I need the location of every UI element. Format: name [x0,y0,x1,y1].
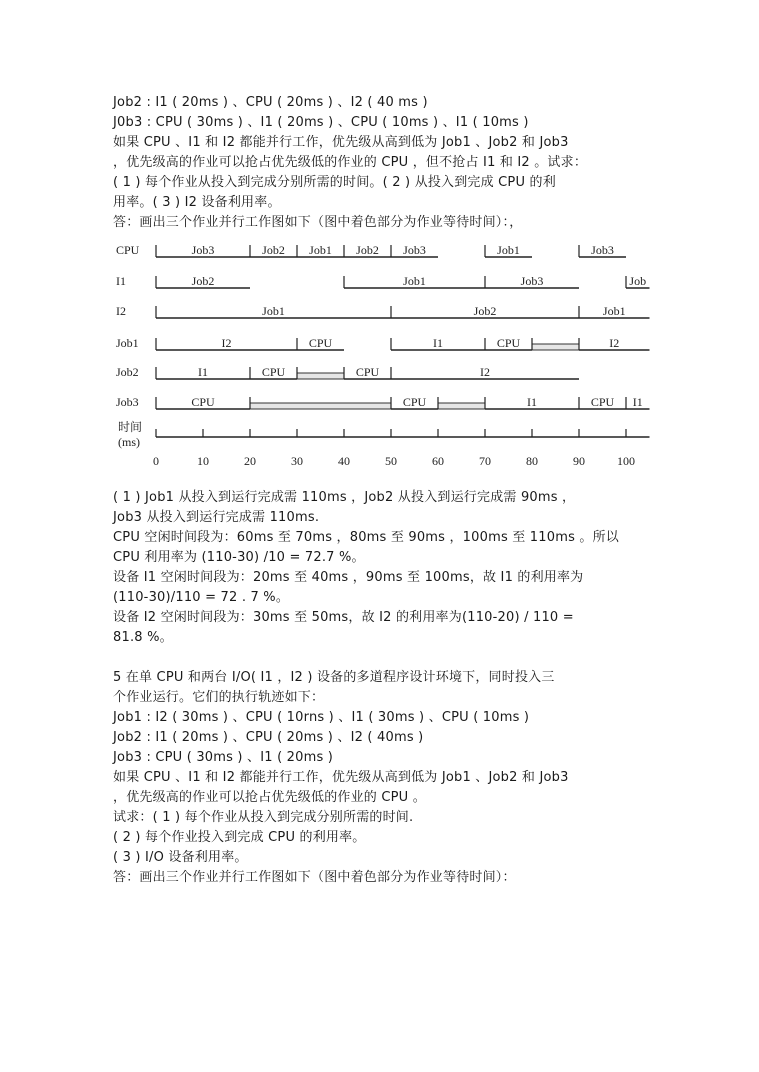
tick-label: 20 [244,454,256,468]
segment-label: I1 [632,395,643,409]
tick-label: 50 [385,454,397,468]
segment-label: I1 [527,395,537,409]
segment-label: CPU [402,395,427,409]
tick-label: 30 [291,454,303,468]
segment-label: Job1 [309,243,332,257]
segment-label: Job3 [520,274,544,288]
tick-label: 0 [153,454,159,468]
text-line: 个作业运行。它们的执行轨迹如下： [113,690,325,705]
text-line: 81.8 %。 [113,630,173,645]
text-line: Job3 : CPU ( 30ms ) 、I1 ( 20ms ) [113,750,334,765]
text-line: 设备 I1 空闲时间段为：20ms 至 40ms ，90ms 至 100ms，故 I1 的利用率为 [113,570,584,585]
text-line: CPU 空闲时间段为：60ms 至 70ms ，80ms 至 90ms ，100ms 至 110ms 。所以 [113,530,619,545]
text-line: 用率。( 3 ) I2 设备利用率。 [113,195,281,210]
text-line: 试求：( 1 ) 每个作业从投入到完成分别所需的时间. [113,810,414,825]
segment-label: Job1 [403,274,426,288]
tick-label: 40 [338,454,350,468]
segment-label: I1 [433,336,443,350]
segment-label: Job2 [473,304,497,318]
text-line: ( 3 ) I/O 设备利用率。 [113,850,248,865]
text-line: ，优先级高的作业可以抢占优先级低的作业的 CPU 。 [113,790,426,805]
row-label: I2 [116,304,126,318]
wait-bar [297,373,344,379]
segment-label: Job1 [497,243,520,257]
time-axis-label: 时间 [118,420,143,434]
text-block-b [113,488,673,888]
segment-label: CPU [496,336,521,350]
segment-label: Job2 [191,274,215,288]
text-line: Job2 : I1 ( 20ms ) 、CPU ( 20ms ) 、I2 ( 40ms ) [113,730,424,745]
row-label: Job3 [116,395,139,409]
text-line: ( 2 ) 每个作业投入到完成 CPU 的利用率。 [113,830,366,845]
row-label: Job1 [116,336,139,350]
segment-label: I2 [221,336,232,350]
text-line: 5 在单 CPU 和两台 I/O( I1 ，I2 ) 设备的多道程序设计环境下，同时投入三 [113,670,555,685]
text-line: 如果 CPU 、I1 和 I2 都能并行工作，优先级从高到低为 Job1 、Job2 和 Job3 [113,770,569,785]
text-line [113,648,673,668]
segment-label: CPU [191,395,215,409]
segment-label: CPU [261,365,286,379]
tick-label: 60 [432,454,444,468]
segment-label: CPU [355,365,380,379]
text-line: Job3 从投入到运行完成需 110ms. [113,510,320,525]
row-label: CPU [116,243,140,257]
text-line: 设备 I2 空闲时间段为：30ms 至 50ms，故 I2 的利用率为(110-20) / 110 = [113,610,574,625]
text-line: 答：画出三个作业并行工作图如下（图中着色部分为作业等待时间）： [113,870,516,885]
wait-bar [250,403,391,409]
text-line: ，优先级高的作业可以抢占优先级低的作业的 CPU ，但不抢占 I1 和 I2 。试求： [113,155,588,170]
gantt-chart [112,237,652,477]
text-line: (110-30)/110 = 72 . 7 %。 [113,590,290,605]
text-line: 如果 CPU 、I1 和 I2 都能并行工作，优先级从高到低为 Job1 、Job2 和 Job3 [113,135,569,150]
segment-label: Job3 [403,243,426,257]
text-line: 答：画出三个作业并行工作图如下（图中着色部分为作业等待时间）：， [113,215,523,230]
time-axis-unit: (ms) [118,435,140,449]
text-line: Job1 : I2 ( 30ms ) 、CPU ( 10rns ) 、I1 ( 30ms ) 、CPU ( 10ms ) [113,710,530,725]
text-block-a [113,93,673,233]
segment-label: CPU [308,336,333,350]
tick-label: 100 [617,454,635,468]
text-line: J0b3 : CPU ( 30ms ) 、I1 ( 20ms ) 、CPU ( 10ms ) 、I1 ( 10ms ) [113,115,529,130]
segment-label: Job1 [602,304,626,318]
wait-bar [438,403,485,409]
segment-label: Job1 [262,304,285,318]
segment-label: Job3 [591,243,614,257]
text-line: Job2 : I1 ( 20ms ) 、CPU ( 20ms ) 、I2 ( 40 ms ) [113,95,428,110]
segment-label: I2 [480,365,490,379]
segment-label: CPU [590,395,615,409]
text-line: ( 1 ) 每个作业从投入到完成分别所需的时间。( 2 ) 从投入到完成 CPU 的利 [113,175,556,190]
segment-label: Job [629,274,647,288]
segment-label: Job3 [191,243,215,257]
row-label: Job2 [116,365,139,379]
segment-label: Job2 [356,243,379,257]
text-line: ( 1 ) Job1 从投入到运行完成需 110ms ，Job2 从投入到运行完成需 90ms ， [113,490,576,505]
text-line: CPU 利用率为 (110-30) /10 = 72.7 %。 [113,550,365,565]
segment-label: I2 [609,336,620,350]
segment-label: I1 [198,365,208,379]
tick-label: 10 [197,454,209,468]
tick-label: 80 [526,454,538,468]
wait-bar [532,344,579,350]
tick-label: 70 [479,454,491,468]
segment-label: Job2 [262,243,285,257]
tick-label: 90 [573,454,585,468]
row-label: I1 [116,274,126,288]
